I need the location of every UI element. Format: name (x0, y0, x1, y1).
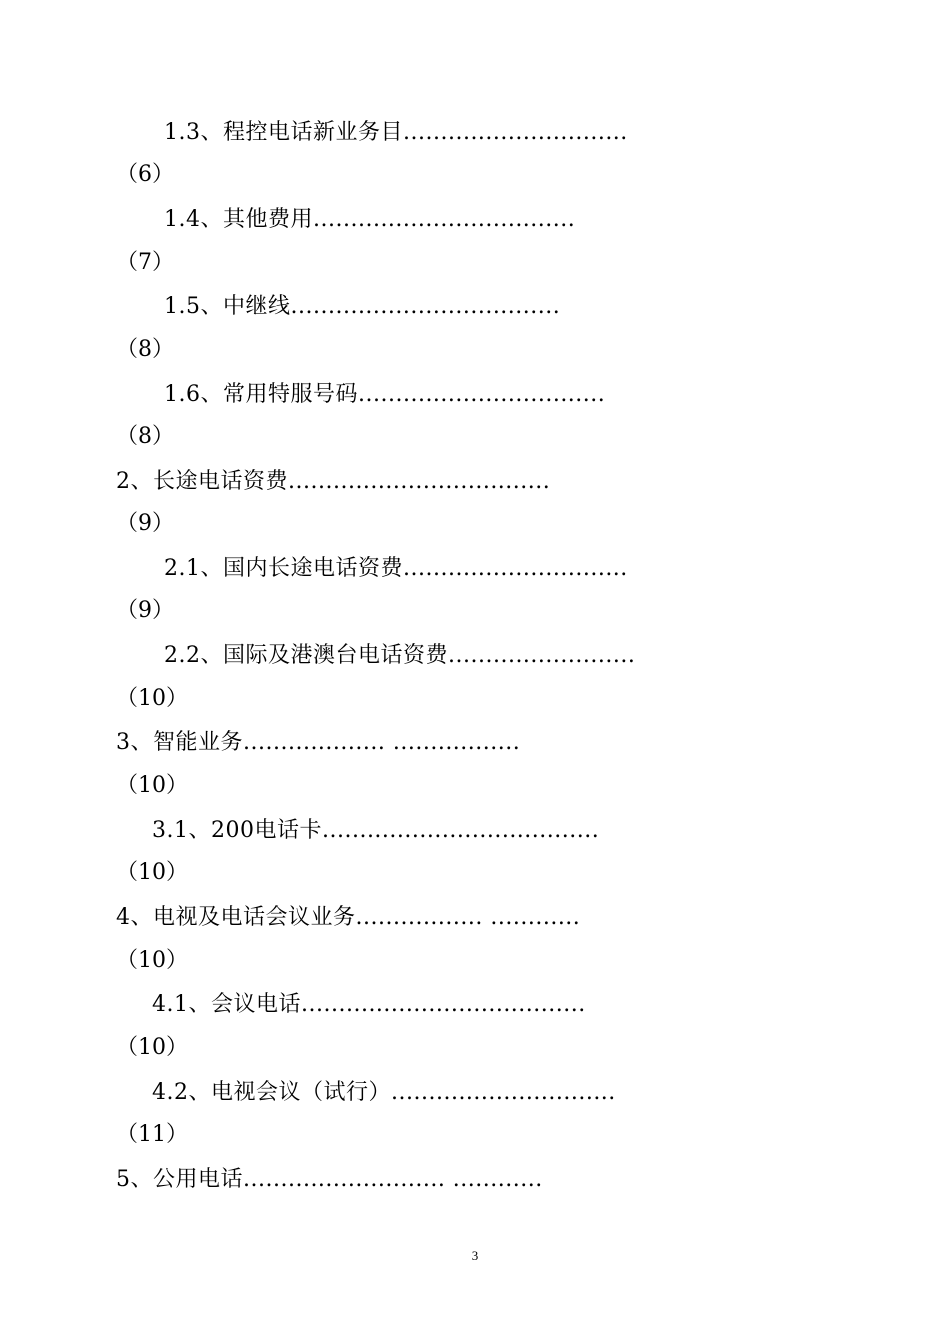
toc-title: 4、电视及电话会议业务 (116, 905, 356, 930)
toc-entry-2-2 (164, 641, 635, 671)
toc-leader: .................................... (290, 294, 561, 319)
toc-title: 2.2、国际及港澳台电话资费 (164, 643, 448, 668)
toc-entry-1-4 (164, 205, 575, 235)
toc-title: 5、公用电话 (116, 1167, 243, 1192)
toc-leader: ................................... (288, 469, 551, 494)
toc-entry-4 (116, 903, 580, 933)
toc-entry-4-1 (152, 990, 586, 1020)
toc-entry-2 (116, 467, 550, 497)
toc-title: 1.6、常用特服号码 (164, 382, 358, 407)
toc-page-number: （10） (116, 1035, 188, 1060)
toc-leader: ..................................... (321, 818, 600, 843)
toc-page-number: （9） (116, 598, 174, 623)
toc-leader: ................................. (358, 382, 606, 407)
toc-leader: ...................................... (301, 992, 586, 1017)
toc-title: 1.4、其他费用 (164, 207, 313, 232)
toc-leader: ................................... (313, 207, 576, 232)
page-number: 3 (471, 1248, 479, 1263)
toc-page-number: （8） (116, 337, 174, 362)
toc-entry-4-2 (152, 1078, 616, 1108)
toc-title: 3.1、200电话卡 (152, 818, 322, 843)
toc-page-number: （6） (116, 162, 174, 187)
toc-entry-5 (116, 1165, 543, 1195)
toc-page-number: （10） (116, 860, 188, 885)
toc-title: 1.5、中继线 (164, 294, 291, 319)
toc-page-number: （8） (116, 424, 174, 449)
toc-page-number: （10） (116, 686, 188, 711)
toc-leader: ......................... (448, 643, 636, 668)
toc-leader: ........................... ............ (243, 1167, 543, 1192)
toc-title: 3、智能业务 (116, 730, 243, 755)
toc-page-number: （10） (116, 773, 188, 798)
toc-title: 2、长途电话资费 (116, 469, 288, 494)
toc-entry-3-1 (152, 816, 599, 846)
toc-leader: .............................. (403, 120, 628, 145)
toc-leader: .............................. (391, 1080, 616, 1105)
toc-entry-1-6 (164, 380, 605, 410)
toc-page-number: （7） (116, 250, 174, 275)
toc-title: 4.1、会议电话 (152, 992, 301, 1017)
toc-title: 4.2、电视会议（试行） (152, 1080, 391, 1105)
toc-page-number: （9） (116, 511, 174, 536)
toc-leader: ................... ................. (243, 730, 521, 755)
toc-title: 2.1、国内长途电话资费 (164, 556, 403, 581)
toc-leader: ................. ............ (355, 905, 581, 930)
toc-leader: .............................. (403, 556, 628, 581)
toc-entry-1-5 (164, 292, 560, 322)
toc-page-number: （10） (116, 948, 188, 973)
toc-entry-3 (116, 728, 520, 758)
toc-page-number: （11） (116, 1122, 188, 1147)
toc-entry-1-3 (164, 118, 628, 148)
toc-title: 1.3、程控电话新业务目 (164, 120, 403, 145)
toc-entry-2-1 (164, 554, 628, 584)
